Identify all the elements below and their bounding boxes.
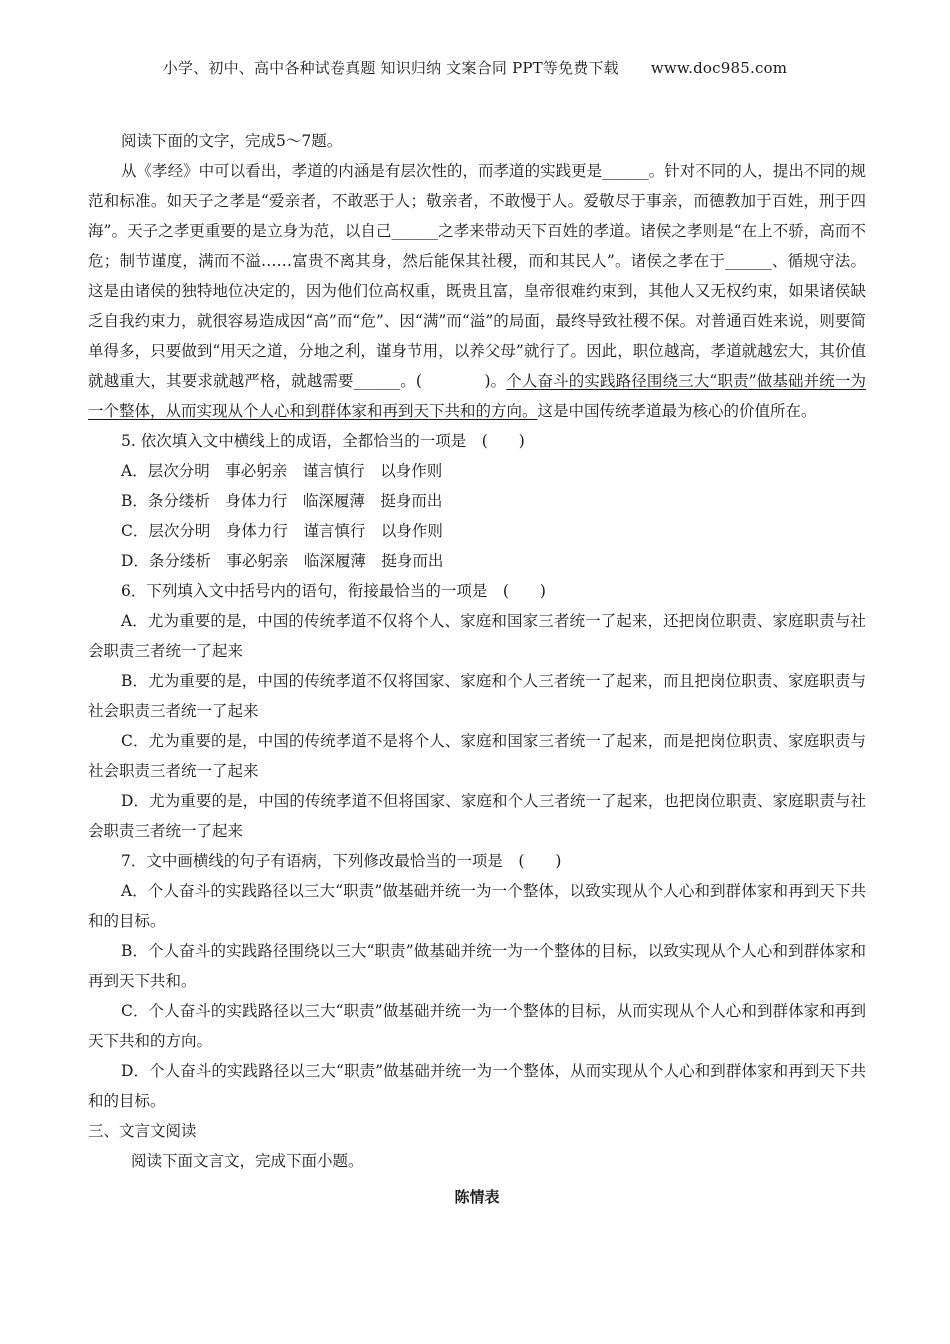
section-3-instruction: 阅读下面文言文，完成下面小题。 <box>131 1152 364 1170</box>
question-6-option-b[interactable]: B．尤为重要的是，中国的传统孝道不仅将国家、家庭和个人三者统一了起来，而且把岗位职责、家庭职责与社会职责三者统一了起来 <box>88 672 866 720</box>
header-text: 小学、初中、高中各种试卷真题 知识归纳 文案合同 PPT等免费下载 <box>162 59 619 77</box>
reading-intro: 阅读下面的文字，完成5～7题。 <box>121 132 343 150</box>
passage-tail: 这是中国传统孝道最为核心的价值所在。 <box>537 402 817 420</box>
question-7-option-a[interactable]: A．个人奋斗的实践路径以三大“职责”做基础并统一为一个整体，以致实现从个人心和到群体家和再到天下共和的目标。 <box>88 882 866 930</box>
question-5-option-c[interactable]: C．层次分明 身体力行 谨言慎行 以身作则 <box>121 522 443 540</box>
question-6-stem: 6．下列填入文中括号内的语句，衔接最恰当的一项是 ( ) <box>121 582 546 600</box>
question-5-option-d[interactable]: D．条分缕析 事必躬亲 临深履薄 挺身而出 <box>121 552 444 570</box>
question-7-option-c[interactable]: C．个人奋斗的实践路径以三大“职责”做基础并统一为一个整体的目标，从而实现从个人心和到群体家和再到天下共和的方向。 <box>88 1002 866 1050</box>
classical-text-title: 陈情表 <box>454 1188 500 1206</box>
question-7-stem: 7．文中画横线的句子有语病，下列修改最恰当的一项是 ( ) <box>121 852 562 870</box>
header-url[interactable]: www.doc985.com <box>650 59 788 77</box>
passage-underlined-sentence: 个人奋斗的实践路径围绕三大“职责”做基础并统一为一个整体，从而实现从个人心和到群体家和再到天下共和的方向。 <box>88 372 866 420</box>
question-7-option-b[interactable]: B．个人奋斗的实践路径围绕以三大“职责”做基础并统一为一个整体的目标，以致实现从个人心和到群体家和再到天下共和。 <box>88 942 866 990</box>
section-3-heading: 三、文言文阅读 <box>88 1122 197 1140</box>
question-7-option-d[interactable]: D．个人奋斗的实践路径以三大“职责”做基础并统一为一个整体，从而实现从个人心和到群体家和再到天下共和的目标。 <box>88 1062 866 1110</box>
question-5-stem: 5. 依次填入文中横线上的成语，全都恰当的一项是 ( ) <box>121 432 525 450</box>
question-6-option-a[interactable]: A．尤为重要的是，中国的传统孝道不仅将个人、家庭和国家三者统一了起来，还把岗位职责、家庭职责与社会职责三者统一了起来 <box>88 612 866 660</box>
question-5-option-a[interactable]: A．层次分明 事必躬亲 谨言慎行 以身作则 <box>121 462 443 480</box>
document-body <box>88 126 866 1212</box>
question-5-option-b[interactable]: B．条分缕析 身体力行 临深履薄 挺身而出 <box>121 492 443 510</box>
question-6-option-d[interactable]: D．尤为重要的是，中国的传统孝道不但将国家、家庭和个人三者统一了起来，也把岗位职责、家庭职责与社会职责三者统一了起来 <box>88 792 866 840</box>
question-6-option-c[interactable]: C．尤为重要的是，中国的传统孝道不是将个人、家庭和国家三者统一了起来，而是把岗位职责、家庭职责与社会职责三者统一了起来 <box>88 732 866 780</box>
passage-main: 从《孝经》中可以看出，孝道的内涵是有层次性的，而孝道的实践更是______。针对不同的人，提出不同的规范和标准。如天子之孝是“爱亲者，不敢恶于人；敬亲者，不敢慢于人。爱敬尽于事亲，而德教加于百姓，刑于四海”。天子之孝更重要的是立身为范，以自己______之孝来带动天下百姓的孝道。诸侯之孝则是“在上不骄，高而不危；制节谨度，满而不溢……富贵不离其身，然后能保其社稷，而和其民人”。诸侯之孝在于______、循规守法。这是由诸侯的独特地位决定的，因为他们位高权重，既贵且富，皇帝很难约束到，其他人又无权约束，如果诸侯缺乏自我约束力，就很容易造成因“高”而“危”、因“满”而“溢”的局面，最终导致社稷不保。对普通百姓来说，则要简单得多，只要做到“用天之道，分地之利，谨身节用，以养父母”就行了。因此，职位越高，孝道就越宏大，其价值就越重大，其要求就越严格，就越需要______。( )。 <box>88 162 866 390</box>
reading-passage <box>88 156 866 426</box>
page-header <box>0 57 950 78</box>
